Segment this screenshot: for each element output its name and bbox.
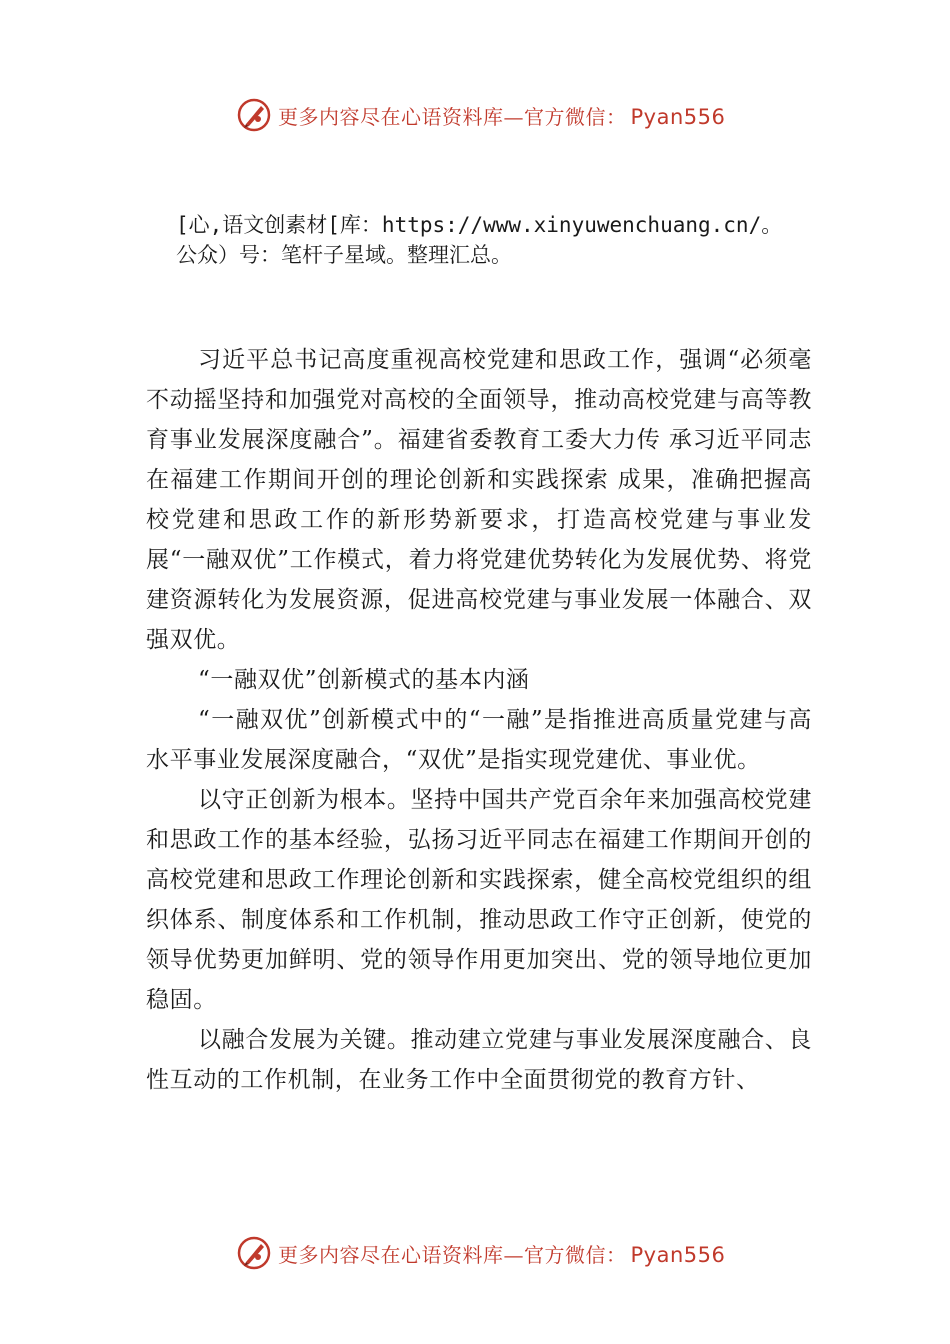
- pen-logo-icon: [236, 97, 272, 133]
- paragraph: “一融双优”创新模式中的“一融”是指推进高质量党建与高水平事业发展深度融合，“双优”是指实现党建优、事业优。: [146, 707, 812, 773]
- pen-logo-icon: [236, 1235, 272, 1271]
- banner-text: 更多内容尽在心语资料库—官方微信： Pyan556: [278, 104, 726, 129]
- source-line-2: 公众）号：笔杆子星域。整理汇总。: [176, 243, 512, 267]
- article-body: [146, 340, 812, 1100]
- footer-banner: [236, 1233, 725, 1273]
- banner-text: 更多内容尽在心语资料库—官方微信： Pyan556: [278, 1242, 726, 1267]
- paragraph: 习近平总书记高度重视高校党建和思政工作，强调“必须毫不动摇坚持和加强党对高校的全面领导，推动高校党建与高等教育事业发展深度融合”。福建省委教育工委大力传 承习近平同志在福建工作期间开创的理论创新和实践探索 成果，准确把握高校党建和思政工作的新形势新要求，打造高校党建与事业发展“一融双优”工作模式，着力将党建优势转化为发展优势、将党建资源转化为发展资源，促进高校党建与事业发展一体融合、双强双优。: [146, 347, 812, 653]
- source-note: [176, 210, 876, 270]
- paragraph: 以守正创新为根本。坚持中国共产党百余年来加强高校党建和思政工作的基本经验，弘扬习近平同志在福建工作期间开创的高校党建和思政工作理论创新和实践探索，健全高校党组织的组织体系、制度体系和工作机制，推动思政工作守正创新，使党的领导优势更加鲜明、党的领导作用更加突出、党的领导地位更加稳固。: [146, 787, 812, 1013]
- wechat-id: Pyan556: [630, 1242, 726, 1267]
- paragraph: 以融合发展为关键。推动建立党建与事业发展深度融合、良性互动的工作机制，在业务工作中全面贯彻党的教育方针、: [146, 1027, 812, 1093]
- wechat-id: Pyan556: [630, 104, 726, 129]
- header-banner: [236, 95, 725, 135]
- source-line-1: [心,语文创素材[库：https://www.xinyuwenchuang.cn/。: [176, 213, 783, 237]
- section-heading: “一融双优”创新模式的基本内涵: [198, 667, 530, 693]
